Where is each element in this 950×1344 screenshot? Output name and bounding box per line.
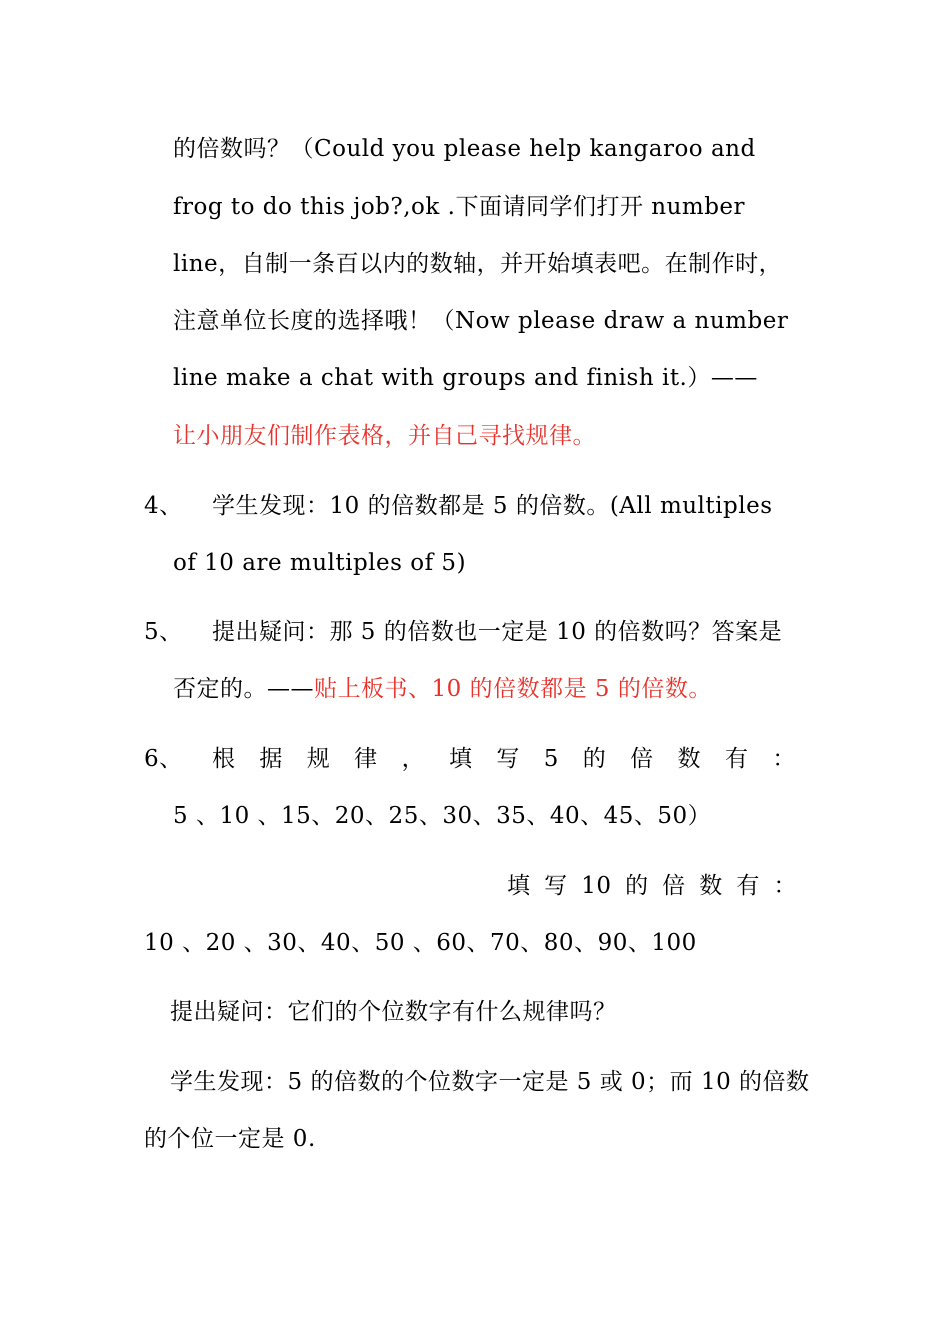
item-5-main-text: 提出疑问：那 5 的倍数也一定是 10 的倍数吗？答案是 [212, 619, 783, 645]
item-5-number-text: 5、 [144, 619, 183, 645]
line-6-red-text: 让小朋友们制作表格，并自己寻找规律。 [173, 423, 596, 449]
text-line-1 [173, 134, 807, 164]
line-2-text: frog to do this job?,ok .下面请同学们打开 number [173, 194, 746, 220]
finding-line [170, 1067, 810, 1097]
multiples-of-10-values: 10 、20 、30、40、50 、60、70、80、90、100 [144, 930, 697, 956]
item-4-continuation [173, 548, 466, 578]
text-line-6-highlight [173, 421, 596, 451]
item-6b-char: 的 [625, 873, 649, 899]
finding-cont-text: 的个位一定是 0. [144, 1126, 316, 1152]
text-line-4 [173, 306, 807, 336]
item-6-char: ， [401, 746, 426, 772]
item-4-number-text: 4、 [144, 493, 183, 519]
item-4-number [144, 491, 183, 521]
item-6-char: 填 [448, 746, 473, 772]
item-6b-values-line [144, 928, 697, 958]
item-6b-char: 倍 [662, 873, 686, 899]
item-6b-char: ： [773, 873, 797, 899]
item-6-char: 5 [543, 746, 559, 772]
item-6-char: 律 [354, 746, 378, 772]
item-6b-char: 有 [736, 873, 760, 899]
text-line-3 [173, 249, 807, 279]
item-6-char: 倍 [630, 746, 654, 772]
line-3-text: line，自制一条百以内的数轴，并开始填表吧。在制作时， [173, 251, 783, 277]
item-6-char: 规 [306, 746, 331, 772]
item-6-char: 写 [496, 746, 520, 772]
line-5-text: line make a chat with groups and finish it.）—— [173, 365, 758, 391]
item-6-char: 有 [724, 746, 749, 772]
item-6-spread-line [212, 744, 796, 774]
item-6-char: ： [772, 746, 796, 772]
text-line-5 [173, 363, 807, 393]
item-6-values-line [173, 801, 711, 831]
line-4-text: 注意单位长度的选择哦！（Now please draw a number [173, 308, 789, 334]
question-line [170, 997, 617, 1027]
item-6-char: 根 [212, 746, 236, 772]
item-5-continuation [173, 674, 712, 704]
multiples-of-5-values: 5 、10 、15、20、25、30、35、40、45、50） [173, 803, 712, 829]
item-6b-spread-line [507, 871, 797, 901]
item-4-main-text: 学生发现：10 的倍数都是 5 的倍数。(All multiples [212, 493, 773, 519]
item-6-char: 数 [677, 746, 702, 772]
item-6-number [144, 744, 183, 774]
line-1-text: 的倍数吗？（Could you please help kangaroo and [173, 136, 756, 162]
item-6-number-text: 6、 [144, 746, 183, 772]
finding-continuation [144, 1124, 316, 1154]
item-6b-char: 10 [581, 873, 612, 899]
text-line-2 [173, 192, 807, 222]
item-6b-char: 填 [507, 873, 531, 899]
item-5-cont-red: 贴上板书、10 的倍数都是 5 的倍数。 [314, 676, 712, 702]
item-5-number [144, 617, 183, 647]
item-6b-char: 数 [699, 873, 723, 899]
item-6b-char: 写 [544, 873, 568, 899]
finding-text: 学生发现：5 的倍数的个位数字一定是 5 或 0；而 10 的倍数 [170, 1069, 810, 1095]
item-5-cont-black: 否定的。—— [173, 676, 314, 702]
item-6-char: 的 [582, 746, 607, 772]
item-5-text [212, 617, 782, 647]
item-6-char: 据 [259, 746, 283, 772]
question-text: 提出疑问：它们的个位数字有什么规律吗？ [170, 999, 617, 1025]
item-4-text [212, 491, 773, 521]
item-4-cont-text: of 10 are multiples of 5) [173, 550, 467, 576]
